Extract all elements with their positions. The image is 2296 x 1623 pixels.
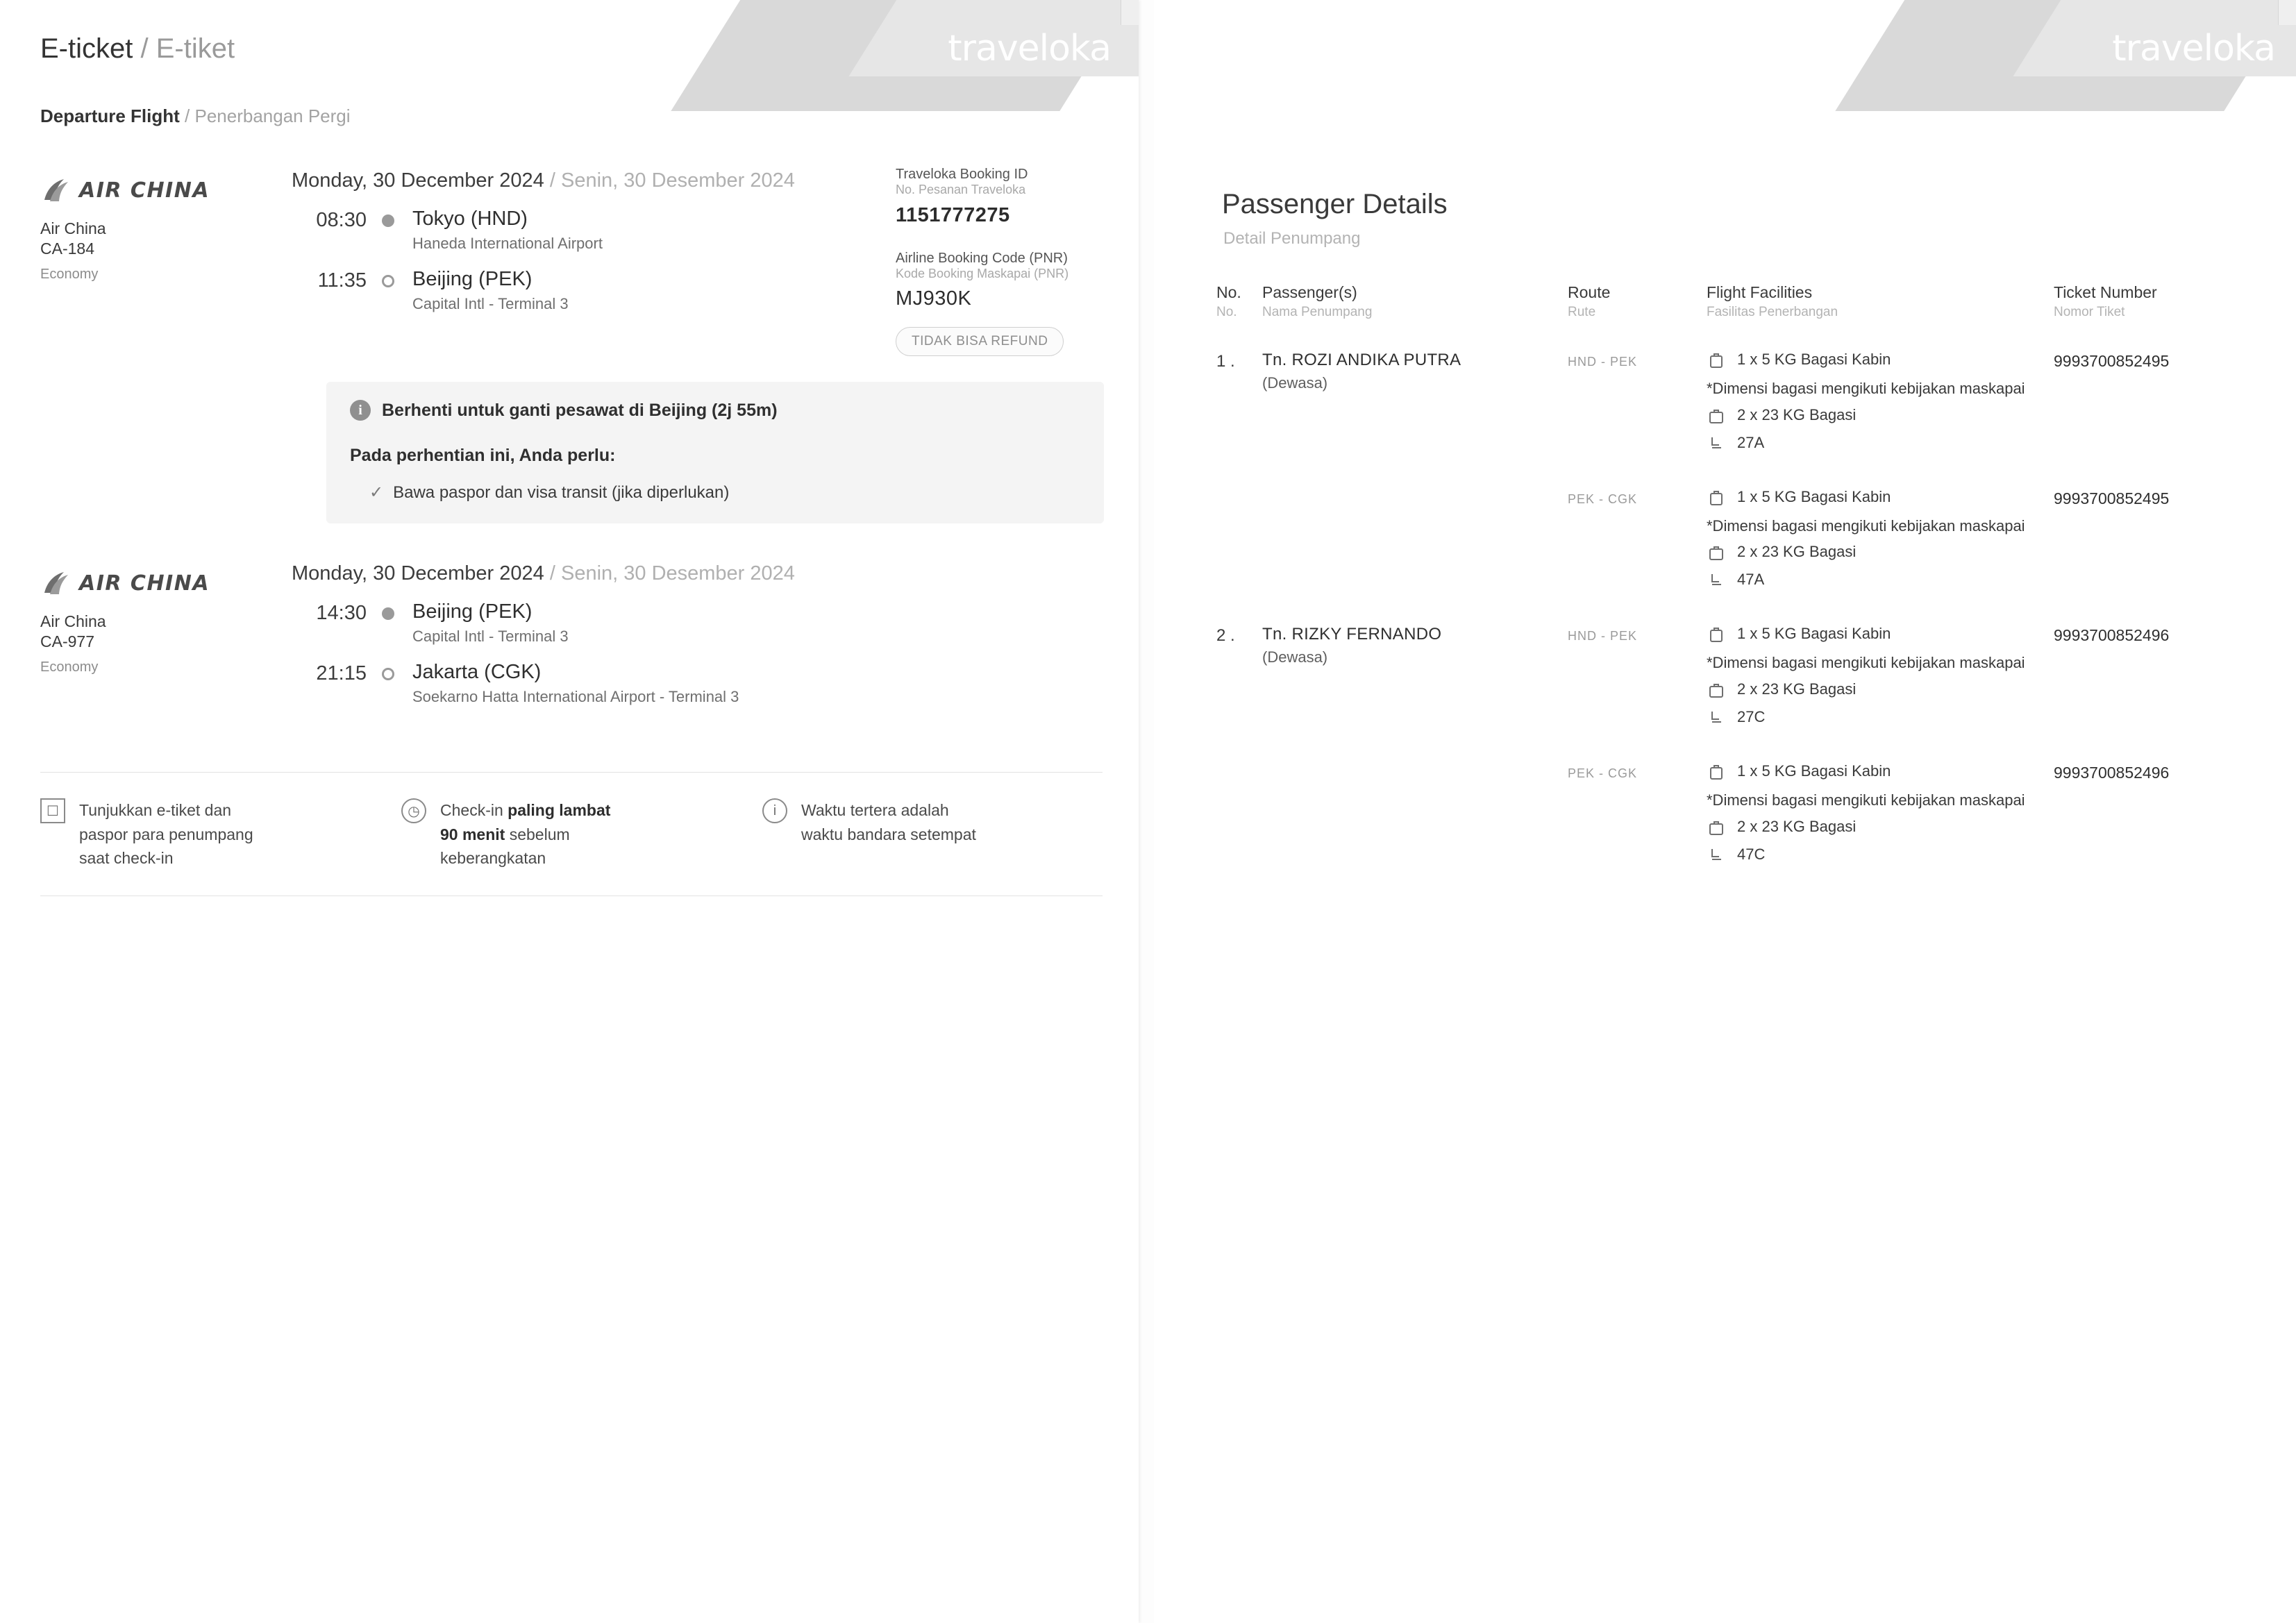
segment-departure-2 [292,600,916,646]
transit-headline-row [350,400,1080,421]
header-ticket-en: Ticket Number [2054,283,2157,301]
seat-icon [1707,708,1726,728]
page-subtitle-main: Departure Flight [40,106,180,126]
cabin-baggage-line [1707,625,2054,644]
header-route-id: Rute [1568,305,1596,319]
passenger-name-cell [1262,351,1568,392]
traveloka-ribbon-right [1824,0,2296,125]
cabin-baggage-line [1707,488,2054,507]
ticket-icon: ☐ [40,798,65,823]
seat-line [1707,708,2054,728]
divider-top [40,772,1103,773]
passenger-name: Tn. RIZKY FERNANDO [1262,625,1442,644]
eticket-sheet-left [0,0,1139,1623]
header-facilities-en: Flight Facilities [1707,283,1813,301]
checked-baggage-line [1707,818,2054,837]
cabin-baggage-text: 1 x 5 KG Bagasi Kabin [1737,625,1891,643]
checked-bag-icon [1707,543,1726,562]
airline-pnr-label-id: Kode Booking Maskapai (PNR) [896,266,1069,280]
airline-pnr-label-en: Airline Booking Code (PNR) [896,250,1068,266]
check-icon: ✓ [369,483,384,502]
refund-status-badge: TIDAK BISA REFUND [896,327,1064,356]
airline-name-1: Air China [40,219,106,237]
checked-baggage-text: 2 x 23 KG Bagasi [1737,817,1857,835]
header-no-id: No. [1216,305,1237,319]
note-local-line-1: Waktu tertera adalah [801,801,949,819]
passenger-details-title: Passenger Details [1222,189,1448,219]
flight-number-2: CA-977 [40,632,94,650]
seat-number: 27A [1737,433,1765,451]
header-facilities [1707,283,2054,320]
note-local-time-text [801,798,976,846]
arrival-city-1: Beijing (PEK) [412,268,533,290]
note-line-2: paspor para penumpang [79,825,253,843]
arrival-airport-2: Soekarno Hatta International Airport - Terminal 3 [412,688,739,705]
cabin-baggage-text: 1 x 5 KG Bagasi Kabin [1737,487,1891,505]
seat-number: 27C [1737,708,1766,726]
page-fold-mark [2278,0,2296,25]
traveloka-booking-id-label [896,167,1104,197]
header-route-en: Route [1568,283,1611,301]
traveloka-logo: traveloka [2112,28,2275,69]
checked-bag-icon [1707,680,1726,700]
passenger-table-header [1216,283,2258,320]
flight-date-1 [292,169,795,192]
cabin-bag-icon [1707,625,1726,644]
page-subtitle [40,106,351,127]
airline-pnr-value: MJ930K [896,287,972,310]
traveloka-booking-id-label-id: No. Pesanan Traveloka [896,183,1026,196]
note-line-3: saat check-in [79,849,174,867]
header-ticket [2054,283,2255,320]
baggage-note: *Dimensi bagasi mengikuti kebijakan maskapai [1707,516,2025,535]
airline-logo-2 [40,568,290,598]
passenger-name: Tn. ROZI ANDIKA PUTRA [1262,351,1461,369]
table-row [1216,625,2258,736]
traveloka-logo: traveloka [948,28,1111,69]
seat-icon [1707,571,1726,590]
itinerary-flight-2 [292,562,916,706]
checked-baggage-line [1707,680,2054,700]
table-row [1216,488,2258,599]
table-row [1216,762,2258,873]
baggage-note: *Dimensi bagasi mengikuti kebijakan maskapai [1707,791,2025,809]
header-passenger-en: Passenger(s) [1262,283,1357,301]
traveloka-booking-id-value: 1151777275 [896,203,1010,226]
transit-requirement-item [369,482,1080,503]
seat-line [1707,846,2054,865]
traveloka-booking-id-label-en: Traveloka Booking ID [896,167,1028,182]
divider-bottom [40,895,1103,896]
flight-date-2 [292,562,916,585]
departure-airport-2: Capital Intl - Terminal 3 [412,628,569,645]
cabin-class-1: Economy [40,267,99,282]
arrival-place-1 [412,268,569,313]
cabin-class-2: Economy [40,659,99,675]
booking-info [896,167,1104,356]
cabin-bag-icon [1707,762,1726,782]
departure-time-2: 14:30 [316,602,367,624]
departure-place-1 [412,208,603,253]
checked-baggage-line [1707,543,2054,562]
transit-notice [326,382,1104,523]
segment-arrival-1 [292,268,791,313]
arrival-place-2 [412,661,739,706]
traveloka-ribbon-left [667,0,1139,125]
segment-route: HND - PEK [1568,355,1638,369]
arrival-city-2: Jakarta (CGK) [412,661,542,683]
header-passenger-id: Nama Penumpang [1262,305,1373,319]
page-subtitle-sub: / Penerbangan Pergi [185,106,351,126]
checked-baggage-line [1707,406,2054,426]
seat-line [1707,434,2054,453]
baggage-note: *Dimensi bagasi mengikuti kebijakan maskapai [1707,380,2025,397]
passenger-type: (Dewasa) [1262,374,1328,392]
departure-dot-icon-2 [382,607,394,620]
header-route [1568,283,1707,320]
departure-time-1: 08:30 [316,209,367,231]
departure-city-2: Beijing (PEK) [412,600,533,623]
transit-headline: Berhenti untuk ganti pesawat di Beijing (2j 55m) [382,400,778,420]
airline-name-2: Air China [40,612,106,630]
cabin-baggage-line [1707,762,2054,782]
table-row [1216,351,2258,462]
note-show-eticket-text [79,798,253,871]
note-checkin-bold-2: 90 menit [440,825,505,843]
cabin-bag-icon [1707,488,1726,507]
airline-block-flight-2 [40,568,290,675]
footer-notes [40,798,1103,871]
note-checkin-pre: Check-in [440,801,508,819]
itinerary-flight-1 [292,169,795,313]
checked-baggage-text: 2 x 23 KG Bagasi [1737,405,1857,423]
segment-route: PEK - CGK [1568,491,1638,506]
passenger-type: (Dewasa) [1262,648,1328,666]
air-china-phoenix-icon [40,569,71,597]
facilities-cell [1707,625,2054,736]
note-checkin-mid: sebelum [505,825,570,843]
airline-logo-text-2: AIR CHINA [79,571,210,596]
ticket-number: 9993700852495 [2054,489,2170,507]
note-checkin-tail: keberangkatan [440,849,546,867]
info-circle-icon: i [762,798,787,823]
segment-route: PEK - CGK [1568,766,1638,781]
departure-dot-icon-1 [382,215,394,227]
seat-number: 47C [1737,845,1766,863]
page-title-main: E-ticket [40,33,133,64]
passenger-number: 2 . [1216,626,1235,646]
transit-requirement-text: Bawa paspor dan visa transit (jika diperlukan) [393,482,730,502]
checked-baggage-text: 2 x 23 KG Bagasi [1737,680,1857,698]
segment-departure-1 [292,208,791,253]
airline-block-flight-1 [40,175,290,283]
segment-arrival-2 [292,661,916,706]
passenger-number-blank [1216,488,1262,489]
note-checkin-time [401,798,762,871]
cabin-baggage-line [1707,351,2054,370]
facilities-cell [1707,762,2054,873]
clock-icon: ◷ [401,798,426,823]
page-title-sub: / E-tiket [140,33,235,64]
departure-airport-1: Haneda International Airport [412,235,603,252]
note-checkin-text [440,798,610,871]
arrival-time-1: 11:35 [317,269,367,292]
ticket-number: 9993700852496 [2054,764,2170,782]
note-line-1: Tunjukkan e-tiket dan [79,801,232,819]
segment-route: HND - PEK [1568,629,1638,644]
ticket-number: 9993700852496 [2054,626,2170,645]
passenger-name-cell [1262,625,1568,666]
header-no-en: No. [1216,283,1241,301]
seat-icon [1707,846,1726,865]
cabin-bag-icon [1707,351,1726,370]
flight-date-sub-2: / Senin, 30 Desember 2024 [549,562,795,585]
header-facilities-id: Fasilitas Penerbangan [1707,305,1838,319]
passenger-table [1216,283,2258,873]
seat-icon [1707,434,1726,453]
facilities-cell [1707,351,2054,462]
airline-logo-1 [40,175,290,205]
arrival-dot-icon-1 [382,275,394,287]
checked-baggage-text: 2 x 23 KG Bagasi [1737,543,1857,561]
transit-need-title: Pada perhentian ini, Anda perlu: [350,446,616,465]
page-title [40,33,235,65]
header-passenger [1262,283,1568,320]
flight-number-1: CA-184 [40,239,94,258]
note-local-time [762,798,1096,871]
arrival-airport-1: Capital Intl - Terminal 3 [412,295,569,312]
cabin-baggage-text: 1 x 5 KG Bagasi Kabin [1737,351,1891,368]
checked-bag-icon [1707,818,1726,837]
checked-bag-icon [1707,406,1726,426]
header-ticket-id: Nomor Tiket [2054,305,2125,319]
baggage-note: *Dimensi bagasi mengikuti kebijakan maskapai [1707,654,2025,672]
arrival-dot-icon-2 [382,668,394,680]
seat-number: 47A [1737,571,1765,589]
passenger-details-subtitle: Detail Penumpang [1223,229,1361,248]
passenger-number-blank [1216,762,1262,764]
flight-date-sub-1: / Senin, 30 Desember 2024 [549,169,795,192]
departure-place-2 [412,600,569,646]
facilities-cell [1707,488,2054,599]
note-checkin-bold-1: paling lambat [508,801,611,819]
flight-date-main-1: Monday, 30 December 2024 [292,169,544,192]
airline-logo-text-1: AIR CHINA [79,178,210,203]
info-icon: i [350,400,371,421]
seat-line [1707,571,2054,590]
air-china-phoenix-icon [40,176,71,204]
note-show-eticket [40,798,401,871]
flight-date-main-2: Monday, 30 December 2024 [292,562,544,585]
cabin-baggage-text: 1 x 5 KG Bagasi Kabin [1737,762,1891,780]
passenger-number: 1 . [1216,352,1235,371]
departure-city-1: Tokyo (HND) [412,208,528,230]
arrival-time-2: 21:15 [316,662,367,684]
header-no [1216,283,1262,320]
note-local-line-2: waktu bandara setempat [801,825,976,843]
page-fold-mark [1121,0,1139,25]
airline-pnr-label [896,251,1104,281]
ticket-number: 9993700852495 [2054,352,2170,370]
